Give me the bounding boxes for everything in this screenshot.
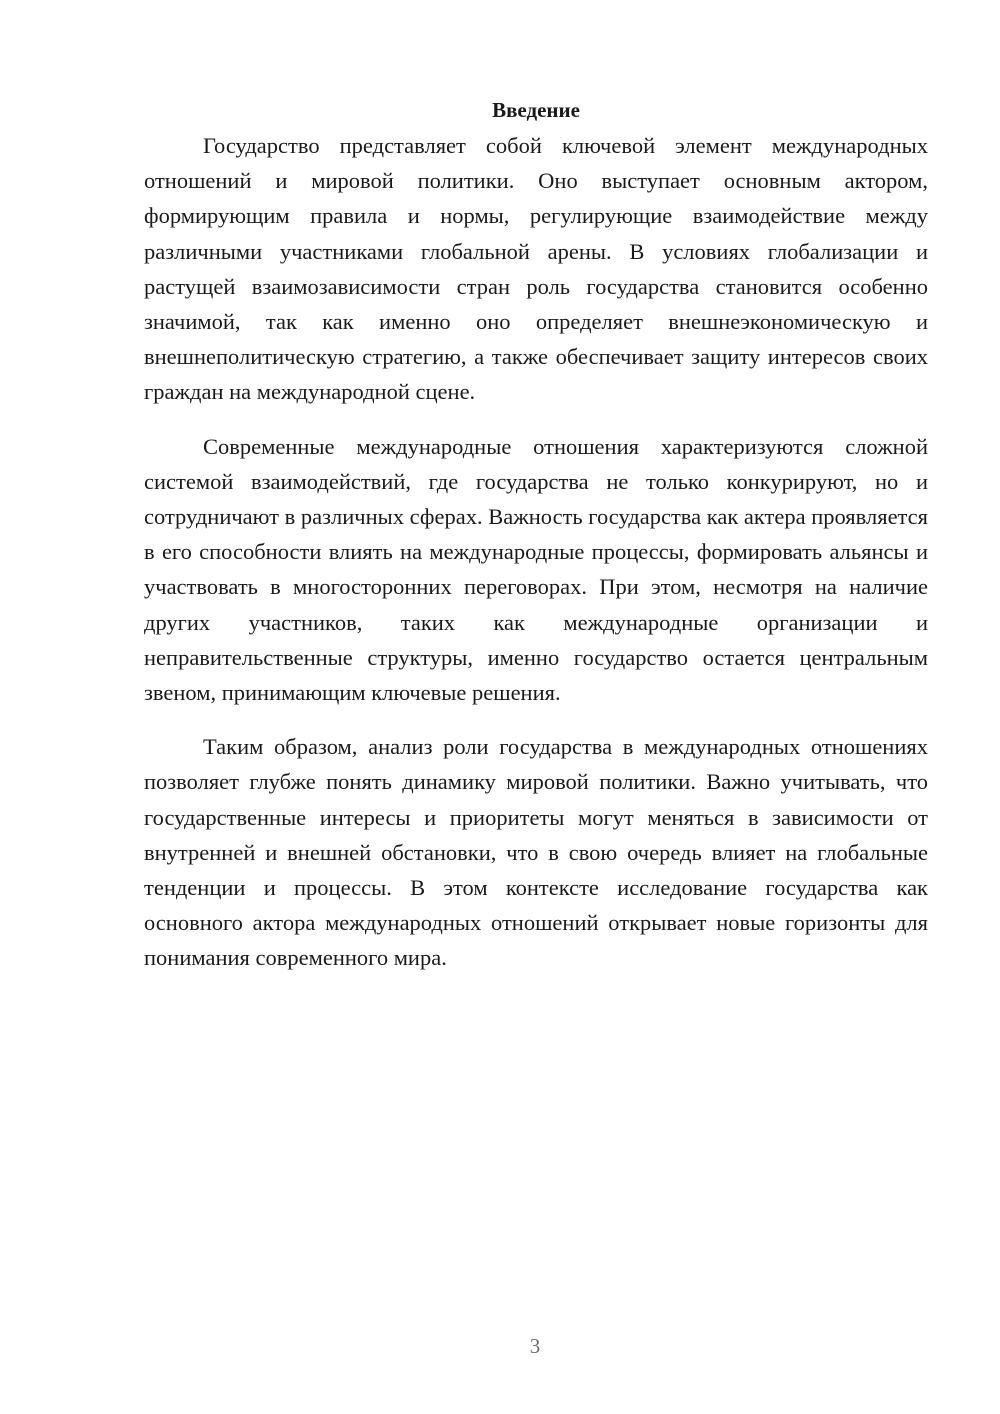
paragraph-1: Государство представляет собой ключевой элемент международных отношений и мировой политики. Оно выступает основным актором, формирующим правила и нормы, регулирующие взаимодействие между различными участниками глобальной арены. В условиях глобализации и растущей взаимозависимости стран роль государства становится особенно значимой, так как именно оно определяет внешнеэкономическую и внешнеполитическую стратегию, а также обеспечивает защиту интересов своих граждан на международной сцене. bbox=[144, 133, 928, 405]
paragraph-3: Таким образом, анализ роли государства в международных отношениях позволяет глубже понять динамику мировой политики. Важно учитывать, что государственные интересы и приоритеты могут меняться в зависимости от внутренней и внешней обстановки, что в свою очередь влияет на глобальные тенденции и процессы. В этом контексте исследование государства как основного актора международных отношений открывает новые горизонты для понимания современного мира. bbox=[144, 734, 928, 971]
paragraph-2: Современные международные отношения характеризуются сложной системой взаимодействий, где государства не только конкурируют, но и сотрудничают в различных сферах. Важность государства как актера проявляется в его способности влиять на международные процессы, формировать альянсы и участвовать в многосторонних переговорах. При этом, несмотря на наличие других участников, таких как международные организации и неправительственные структуры, именно государство остается центральным звеном, принимающим ключевые решения. bbox=[144, 433, 928, 706]
page-number: 3 bbox=[529, 1334, 541, 1358]
section-heading: Введение bbox=[492, 98, 580, 122]
page-content bbox=[144, 93, 928, 976]
